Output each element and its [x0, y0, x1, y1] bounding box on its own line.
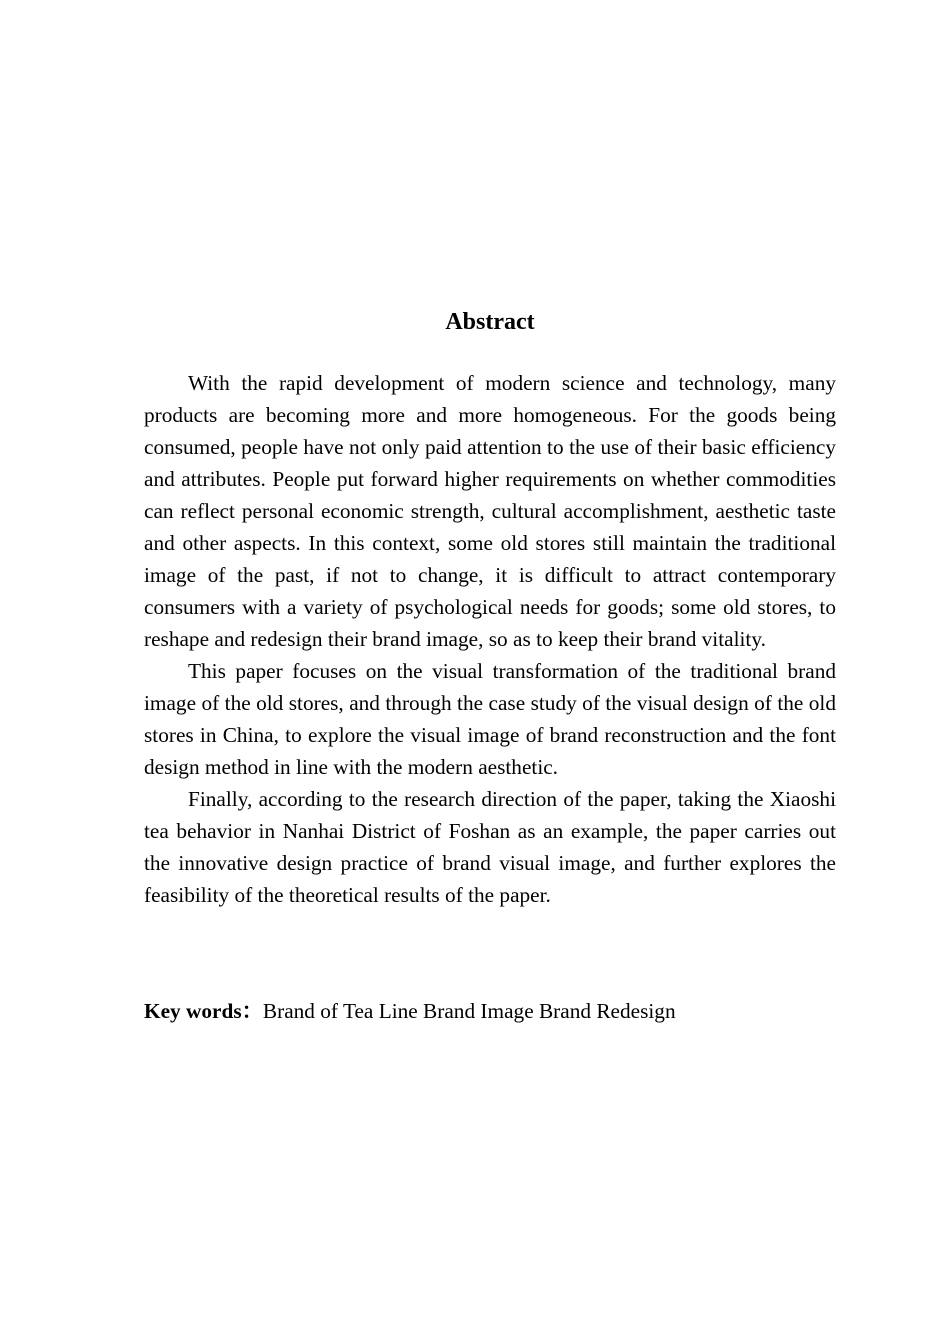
- abstract-title: Abstract: [445, 309, 535, 335]
- abstract-paragraph-1: With the rapid development of modern science and technology, many products are becoming more and more homogeneous. For the goods being consumed, people have not only paid attention to the use of their basic efficiency and attributes. People put forward higher requirements on whether commodities can reflect personal economic strength, cultural accomplishment, aesthetic taste and other aspects. In this context, some old stores still maintain the traditional image of the past, if not to change, it is difficult to attract contemporary consumers with a variety of psychological needs for goods; some old stores, to reshape and redesign their brand image, so as to keep their brand vitality.: [144, 371, 836, 651]
- abstract-paragraph-3: Finally, according to the research direction of the paper, taking the Xiaoshi tea behavior in Nanhai District of Foshan as an example, the paper carries out the innovative design practice of brand visual image, and further explores the feasibility of the theoretical results of the paper.: [144, 787, 836, 907]
- keywords-label: Key words：: [144, 999, 263, 1023]
- keywords-line: [144, 995, 836, 1027]
- keywords-value: Brand of Tea Line Brand Image Brand Redesign: [262, 999, 676, 1023]
- abstract-paragraph-2: This paper focuses on the visual transformation of the traditional brand image of the old stores, and through the case study of the visual design of the old stores in China, to explore the visual image of brand reconstruction and the font design method in line with the modern aesthetic.: [144, 659, 836, 779]
- abstract-body: [144, 367, 836, 911]
